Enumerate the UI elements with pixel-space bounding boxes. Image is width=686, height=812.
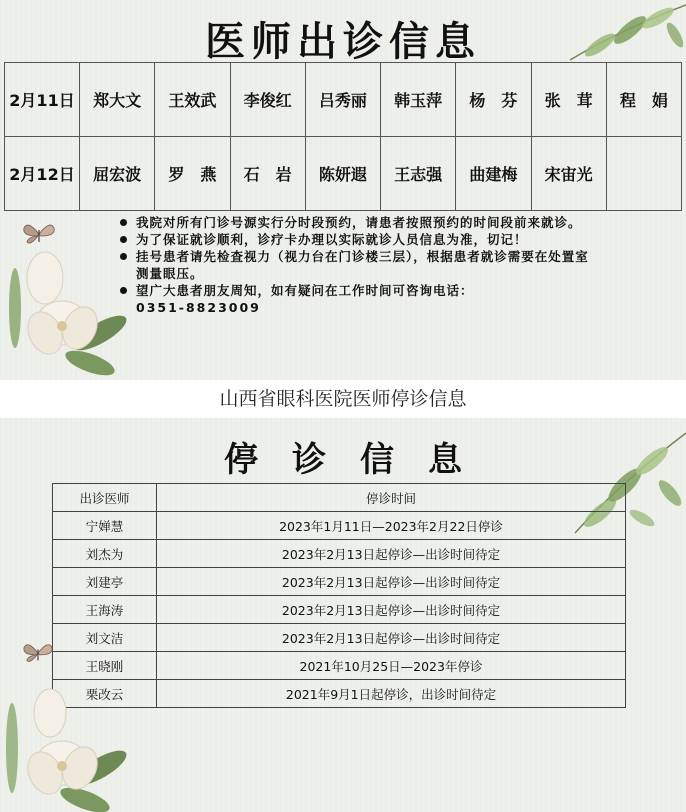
phone-number: 0351-8823009 (136, 300, 261, 315)
bullet-icon (120, 236, 127, 243)
doctor-cell: 韩玉萍 (381, 63, 456, 137)
caption: 山西省眼科医院医师停诊信息 (219, 388, 467, 410)
table-header-row (53, 484, 626, 512)
doctor-cell: 罗 燕 (155, 137, 230, 211)
doctor-cell: 宁婵慧 (53, 512, 157, 540)
date-cell: 2月11日 (5, 63, 80, 137)
time-cell: 2021年9月1日起停诊，出诊时间待定 (157, 680, 626, 708)
notice-item: 挂号患者请先检查视力（视力台在门诊楼三层），根据患者就诊需要在处置室测量眼压。 (120, 248, 600, 282)
bullet-icon (120, 287, 127, 294)
notice-list (120, 214, 600, 316)
table-row (53, 512, 626, 540)
doctor-cell: 郑大文 (80, 63, 155, 137)
schedule-poster (0, 0, 686, 380)
doctor-cell: 王效武 (155, 63, 230, 137)
table-row (53, 624, 626, 652)
doctor-cell: 刘杰为 (53, 540, 157, 568)
doctor-cell: 杨 芬 (456, 63, 531, 137)
doctor-cell: 曲建梅 (456, 137, 531, 211)
time-cell: 2023年2月13日起停诊—出诊时间待定 (157, 568, 626, 596)
time-cell: 2021年10月25日—2023年停诊 (157, 652, 626, 680)
notice-item: 望广大患者朋友周知，如有疑问在工作时间可咨询电话： (120, 282, 600, 299)
column-header: 出诊医师 (53, 484, 157, 512)
doctor-schedule-table (4, 62, 682, 211)
doctor-cell: 吕秀丽 (305, 63, 380, 137)
table-row (53, 596, 626, 624)
doctor-cell: 张 茸 (531, 63, 606, 137)
time-cell: 2023年2月13日起停诊—出诊时间待定 (157, 596, 626, 624)
bullet-icon (120, 253, 127, 260)
doctor-cell: 王海涛 (53, 596, 157, 624)
table-row (5, 63, 682, 137)
date-cell: 2月12日 (5, 137, 80, 211)
suspension-poster (0, 418, 686, 812)
flower-decoration-left (0, 668, 130, 812)
time-cell: 2023年2月13日起停诊—出诊时间待定 (157, 540, 626, 568)
butterfly-icon (22, 640, 54, 666)
page-title: 医师出诊信息 (205, 19, 481, 65)
doctor-cell: 李俊红 (230, 63, 305, 137)
doctor-cell: 王志强 (381, 137, 456, 211)
table-row (53, 568, 626, 596)
table-row (53, 680, 626, 708)
doctor-cell: 宋宙光 (531, 137, 606, 211)
bullet-icon (120, 219, 127, 226)
notice-item: 为了保证就诊顺利，诊疗卡办理以实际就诊人员信息为准，切记！ (120, 231, 600, 248)
doctor-cell (606, 137, 681, 211)
doctor-cell: 栗改云 (53, 680, 157, 708)
doctor-cell: 屈宏波 (80, 137, 155, 211)
table-row (53, 540, 626, 568)
column-header: 停诊时间 (157, 484, 626, 512)
doctor-cell: 陈妍遐 (305, 137, 380, 211)
table-row (53, 652, 626, 680)
doctor-cell: 程 娟 (606, 63, 681, 137)
time-cell: 2023年1月11日—2023年2月22日停诊 (157, 512, 626, 540)
suspension-table (52, 483, 626, 708)
time-cell: 2023年2月13日起停诊—出诊时间待定 (157, 624, 626, 652)
doctor-cell: 刘建亭 (53, 568, 157, 596)
doctor-cell: 刘文洁 (53, 624, 157, 652)
flower-decoration-left (0, 238, 130, 380)
section-title: 停诊信息 (224, 440, 496, 480)
doctor-cell: 王晓刚 (53, 652, 157, 680)
doctor-cell: 石 岩 (230, 137, 305, 211)
notice-item: 我院对所有门诊号源实行分时段预约，请患者按照预约的时间段前来就诊。 (120, 214, 600, 231)
table-row (5, 137, 682, 211)
